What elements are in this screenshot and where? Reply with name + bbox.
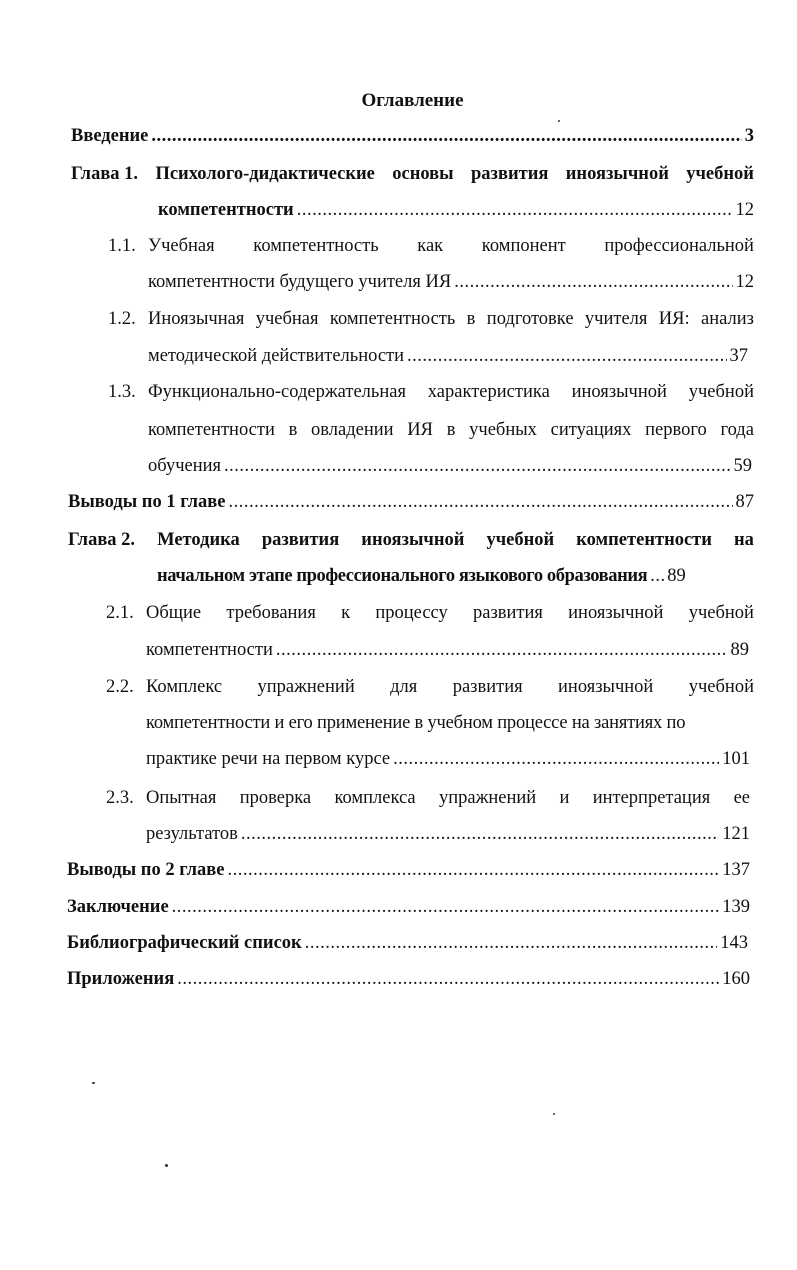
section-number: 2.2. — [106, 677, 134, 697]
word: и — [559, 788, 570, 808]
dot-leader — [172, 897, 720, 918]
dot-leader — [228, 860, 720, 881]
toc-page-number: 139 — [722, 897, 750, 917]
section-number: 1.2. — [108, 309, 136, 329]
word: учебной — [688, 382, 754, 402]
scan-speck — [92, 1082, 95, 1084]
word: учебной — [688, 603, 754, 623]
dot-leader — [407, 346, 726, 367]
toc-entry-conclusions-ch2[interactable] — [67, 860, 750, 886]
word: интерпретация — [592, 788, 711, 808]
section-number: 2.3. — [106, 788, 134, 808]
toc-section-1-3-line2[interactable] — [148, 420, 754, 446]
word: Комплекс — [146, 677, 223, 697]
word: иноязычной — [565, 164, 669, 184]
toc-chapter2-line2[interactable] — [157, 566, 754, 592]
word: как — [417, 236, 444, 256]
word: ее — [733, 788, 750, 808]
toc-section-2-3-line1[interactable] — [146, 788, 750, 814]
word: Функционально-содержательная — [148, 382, 406, 402]
word: подготовке — [486, 309, 574, 329]
word: Учебная — [148, 236, 215, 256]
toc-page-number: 3 — [744, 126, 754, 146]
word: учебных — [469, 420, 537, 440]
word: овладении — [311, 420, 394, 440]
toc-page-number: 59 — [733, 456, 752, 476]
toc-entry-appendices[interactable] — [67, 969, 750, 995]
dot-leader — [393, 749, 719, 770]
word: компетентность — [329, 309, 456, 329]
toc-section-1-3-line1[interactable] — [148, 382, 754, 408]
word: компонент — [481, 236, 566, 256]
toc-section-2-3-line2[interactable] — [146, 824, 750, 850]
word: иноязычной — [568, 603, 664, 623]
word: учебной — [486, 530, 555, 550]
word: в — [446, 420, 456, 440]
toc-entry-label: Выводы по 1 главе — [68, 492, 226, 512]
word: в — [466, 309, 476, 329]
dot-leader — [305, 933, 718, 954]
chapter-prefix: Глава 2. — [68, 530, 136, 550]
word: на — [734, 530, 754, 550]
word: учителя — [584, 309, 648, 329]
toc-section-2-2-line1[interactable] — [146, 677, 754, 703]
toc-page-number: 12 — [735, 200, 754, 220]
toc-entry-label: практике речи на первом курсе — [146, 749, 391, 769]
toc-section-2-1-line2[interactable] — [146, 640, 749, 666]
toc-entry-label: компетентности — [146, 640, 273, 660]
word: требования — [226, 603, 316, 623]
dot-leader — [177, 969, 719, 990]
word: к — [341, 603, 351, 623]
word: компетентности — [148, 420, 275, 440]
toc-section-1-1-line2[interactable] — [148, 272, 754, 298]
word: развития — [473, 603, 543, 623]
word: характеристика — [427, 382, 550, 402]
word: Иноязычная — [148, 309, 245, 329]
toc-page-number: 101 — [722, 749, 750, 769]
toc-section-2-2-line2[interactable]: компетентности и его применение в учебном процессе на занятиях по — [146, 713, 686, 733]
dot-leader — [224, 456, 730, 477]
toc-page-number: 12 — [735, 272, 754, 292]
dot-leader — [241, 824, 719, 845]
word: в — [288, 420, 298, 440]
section-number: 1.3. — [108, 382, 136, 402]
word: ИЯ: — [658, 309, 690, 329]
word: комплекса — [334, 788, 416, 808]
scan-speck — [558, 120, 560, 122]
toc-page-number: 89 — [730, 640, 749, 660]
toc-page-number: 121 — [722, 824, 750, 844]
word: развития — [452, 677, 523, 697]
word: основы — [392, 164, 454, 184]
word: иноязычной — [571, 382, 667, 402]
toc-section-1-2-line1[interactable] — [148, 309, 754, 335]
word: Опытная — [146, 788, 217, 808]
toc-entry-label: Библиографический список — [67, 933, 302, 953]
toc-entry-conclusion[interactable] — [67, 897, 750, 923]
toc-page-number: 89 — [667, 566, 686, 586]
toc-entry-label: компетентности — [158, 200, 294, 220]
word: года — [720, 420, 754, 440]
word: учебной — [686, 164, 754, 184]
toc-entry-label: Введение — [71, 126, 149, 146]
toc-page-number: 37 — [729, 346, 748, 366]
scan-speck — [165, 1164, 168, 1167]
dot-leader — [276, 640, 728, 661]
word: процессу — [375, 603, 448, 623]
toc-entry-label: обучения — [148, 456, 222, 476]
toc-entry-label: результатов — [146, 824, 238, 844]
word: первого — [645, 420, 707, 440]
dot-leader — [650, 566, 664, 587]
toc-section-1-3-line3[interactable] — [148, 456, 752, 482]
toc-chapter1-line2[interactable] — [158, 200, 754, 226]
toc-title: Оглавление — [361, 90, 464, 111]
word: для — [390, 677, 418, 697]
toc-section-2-2-line3[interactable] — [146, 749, 750, 775]
word: развития — [261, 530, 340, 550]
word: ситуациях — [550, 420, 632, 440]
word: развития — [470, 164, 549, 184]
word: иноязычной — [558, 677, 654, 697]
section-number: 2.1. — [106, 603, 134, 623]
scan-speck — [553, 1113, 555, 1115]
toc-page-number: 87 — [735, 492, 754, 512]
toc-entry-label: Заключение — [67, 897, 169, 917]
word: иноязычной — [361, 530, 465, 550]
toc-entry-conclusions-ch1[interactable] — [68, 492, 754, 518]
word: упражнений — [257, 677, 355, 697]
toc-page-number: 160 — [722, 969, 750, 989]
section-number: 1.1. — [108, 236, 136, 256]
toc-entry-label: компетентности будущего учителя ИЯ — [148, 272, 452, 292]
word: Психолого-дидактические — [155, 164, 375, 184]
toc-entry-label: Приложения — [67, 969, 175, 989]
word: компетентности — [576, 530, 712, 550]
toc-entry-introduction[interactable] — [71, 126, 754, 152]
toc-section-1-2-line2[interactable] — [148, 346, 748, 372]
dot-leader — [229, 492, 733, 513]
dot-leader — [297, 200, 733, 221]
toc-chapter1-line1[interactable] — [71, 164, 754, 190]
dot-leader — [151, 126, 741, 147]
toc-entry-label: начальном этапе профессионального языкового образования — [157, 566, 648, 586]
toc-entry-label: методической действительности — [148, 346, 405, 366]
toc-chapter2-line1[interactable] — [68, 530, 754, 556]
toc-page-number: 137 — [722, 860, 750, 880]
word: проверка — [239, 788, 312, 808]
dot-leader — [454, 272, 732, 293]
word: ИЯ — [407, 420, 433, 440]
word: упражнений — [438, 788, 537, 808]
toc-section-2-1-line1[interactable] — [146, 603, 754, 629]
word: учебная — [255, 309, 319, 329]
word: Общие — [146, 603, 202, 623]
word: Методика — [157, 530, 240, 550]
toc-entry-label: Выводы по 2 главе — [67, 860, 225, 880]
toc-section-1-1-line1[interactable] — [148, 236, 754, 262]
word: учебной — [688, 677, 754, 697]
chapter-prefix: Глава 1. — [71, 164, 139, 184]
toc-page-number: 143 — [720, 933, 748, 953]
word: анализ — [701, 309, 754, 329]
toc-entry-bibliography[interactable] — [67, 933, 748, 959]
word: профессиональной — [604, 236, 754, 256]
word: компетентность — [253, 236, 379, 256]
